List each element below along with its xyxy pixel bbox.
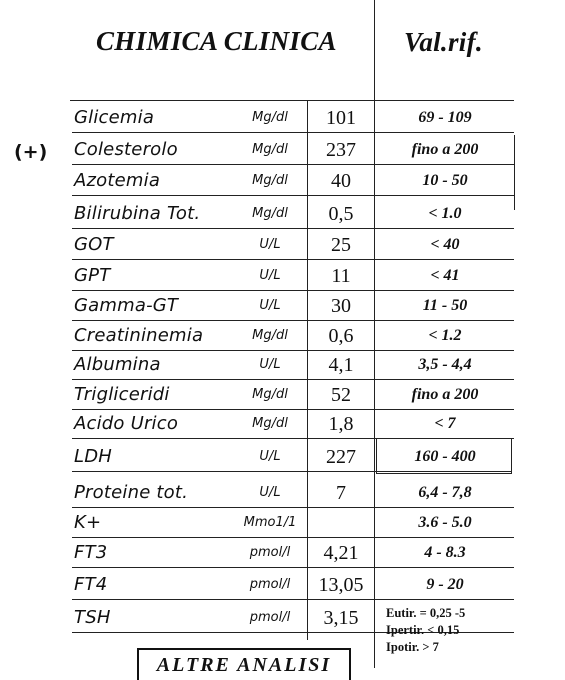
result-value: 11	[331, 265, 351, 287]
result-value: 4,1	[328, 354, 354, 376]
reference-range: 69 - 109	[418, 109, 472, 126]
analyte-name: FT4	[74, 574, 108, 595]
analyte-name: Acido Urico	[74, 413, 179, 434]
analyte-name: Creatininemia	[74, 325, 204, 346]
reference-range: 3,5 - 4,4	[418, 356, 472, 373]
reference-range: < 1.0	[428, 205, 462, 222]
result-value: 40	[331, 170, 351, 192]
reference-range: 6,4 - 7,8	[418, 484, 472, 501]
unit-label: Mg/dl	[252, 142, 288, 157]
table-row	[0, 350, 565, 380]
table-row	[0, 135, 565, 165]
section-title: CHIMICA CLINICA	[96, 26, 337, 56]
analyte-name: Azotemia	[74, 170, 161, 191]
table-row	[0, 508, 565, 538]
result-value: 227	[326, 446, 356, 468]
reference-range: < 41	[430, 267, 460, 284]
unit-label: Mg/dl	[252, 416, 288, 431]
table-row	[0, 478, 565, 508]
reference-column-right-rule	[514, 135, 515, 210]
table-row	[0, 321, 565, 351]
unit-label: pmol/l	[249, 545, 291, 560]
analyte-name: Proteine tot.	[74, 482, 189, 503]
unit-label: pmol/l	[249, 610, 291, 625]
abnormal-marker: (+)	[14, 141, 48, 163]
table-row	[0, 291, 565, 321]
result-value: 0,6	[328, 325, 354, 347]
result-value: 7	[336, 482, 346, 504]
table-row	[0, 261, 565, 291]
table-row	[0, 199, 565, 229]
table-row	[0, 538, 565, 568]
reference-range: < 7	[434, 415, 456, 432]
tsh-ref-euthyroid: Eutir. = 0,25 -5	[386, 606, 466, 620]
reference-range: 11 - 50	[422, 297, 468, 314]
table-top-rule	[70, 100, 514, 101]
row-rule	[72, 259, 514, 260]
reference-range: < 40	[430, 236, 460, 253]
unit-label: U/L	[259, 237, 281, 252]
reference-range: < 1.2	[428, 327, 462, 344]
reference-range: 160 - 400	[414, 448, 476, 465]
analyte-name: Glicemia	[74, 107, 155, 128]
analyte-name: K+	[74, 512, 102, 533]
table-row	[0, 166, 565, 196]
unit-label: Mg/dl	[252, 387, 288, 402]
unit-label: Mg/dl	[252, 206, 288, 221]
reference-range: 3.6 - 5.0	[418, 514, 472, 531]
result-value: 25	[331, 234, 351, 256]
unit-label: U/L	[259, 357, 281, 372]
analyte-name: FT3	[74, 542, 108, 563]
unit-label: Mg/dl	[252, 173, 288, 188]
reference-range: 10 - 50	[422, 172, 468, 189]
table-row	[0, 230, 565, 260]
analyte-name: Gamma-GT	[74, 295, 179, 316]
other-analyses-heading: ALTRE ANALISI	[137, 648, 351, 680]
unit-label: U/L	[259, 268, 281, 283]
analyte-name: Bilirubina Tot.	[74, 203, 201, 224]
result-value: 30	[331, 295, 351, 317]
analyte-name: LDH	[74, 446, 113, 467]
row-rule	[72, 132, 514, 133]
result-value	[308, 508, 374, 538]
tsh-ref-hyperthyroid: Ipertir. < 0,15	[386, 623, 460, 637]
analyte-name: GOT	[74, 234, 114, 255]
unit-label: U/L	[259, 485, 281, 500]
unit-label: Mg/dl	[252, 110, 288, 125]
reference-range: fino a 200	[411, 141, 479, 158]
analyte-name: Trigliceridi	[74, 384, 170, 405]
table-row	[0, 380, 565, 410]
result-value: 0,5	[328, 203, 354, 225]
table-row	[0, 103, 565, 133]
result-value: 237	[326, 139, 356, 161]
tsh-reference-notes	[386, 605, 526, 656]
table-row	[0, 570, 565, 600]
reference-values-header: Val.rif.	[404, 27, 483, 57]
analyte-name: Albumina	[74, 354, 161, 375]
tsh-ref-hypothyroid: Ipotir. > 7	[386, 640, 439, 654]
result-value: 101	[326, 107, 356, 129]
reference-range: 9 - 20	[426, 576, 464, 593]
unit-label: Mg/dl	[252, 328, 288, 343]
analyte-name: Colesterolo	[74, 139, 178, 160]
unit-label: Mmo1/1	[243, 515, 297, 530]
analyte-name: TSH	[74, 607, 111, 628]
unit-label: pmol/l	[249, 577, 291, 592]
row-rule	[72, 599, 514, 600]
row-rule	[72, 567, 514, 568]
header-divider-line	[374, 0, 375, 100]
result-value: 3,15	[323, 607, 359, 629]
unit-label: U/L	[259, 449, 281, 464]
result-value: 13,05	[318, 574, 364, 596]
result-value: 4,21	[323, 542, 359, 564]
ldh-reference-box	[376, 438, 512, 474]
unit-label: U/L	[259, 298, 281, 313]
reference-range: 4 - 8.3	[424, 544, 466, 561]
row-rule	[72, 195, 514, 196]
row-rule	[72, 228, 514, 229]
table-row	[0, 409, 565, 439]
analyte-name: GPT	[74, 265, 111, 286]
reference-range: fino a 200	[411, 386, 479, 403]
row-rule	[72, 164, 514, 165]
result-value: 52	[331, 384, 351, 406]
result-value: 1,8	[328, 413, 354, 435]
